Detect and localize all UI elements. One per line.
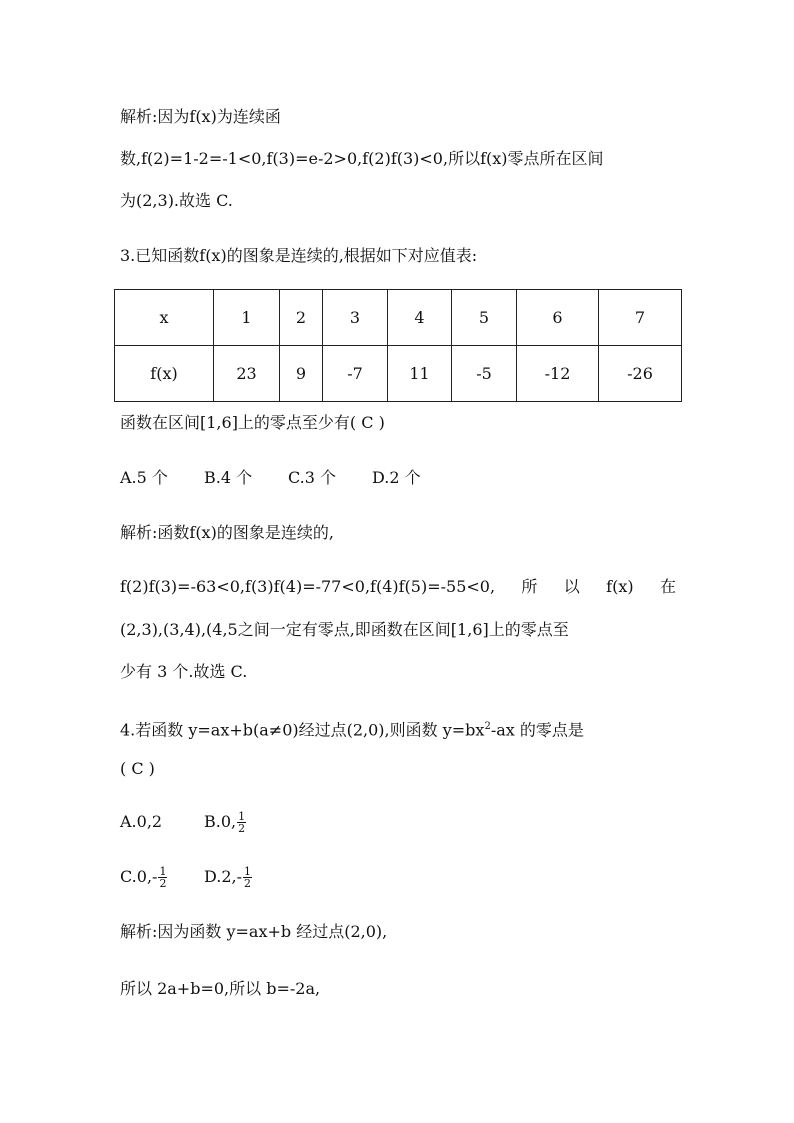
option-d: D.2 个 [372, 468, 421, 487]
option-b: B.4 个 [204, 468, 253, 487]
solution-4-line-1: 解析:因为函数 y=ax+b 经过点(2,0), [120, 922, 388, 941]
table-cell: -7 [323, 346, 388, 402]
table-cell: 4 [388, 290, 452, 346]
option-c: C.0,- [120, 867, 158, 886]
fraction [158, 866, 167, 889]
question-3-options [120, 466, 421, 490]
solution-3-line-4: 少有 3 个.故选 C. [120, 662, 248, 681]
solution-3-line-2 [120, 575, 676, 599]
fraction-numerator: 1 [159, 865, 167, 878]
table-row-x [115, 290, 682, 346]
superscript: 2 [484, 721, 491, 732]
solution-line-3: 为(2,3).故选 C. [120, 191, 233, 210]
text-segment: f(x) [606, 577, 634, 596]
text-segment: 所 [521, 577, 538, 596]
text-segment: -ax 的零点是 [490, 720, 584, 740]
table-cell: -12 [517, 346, 599, 402]
table-cell: f(x) [115, 346, 214, 402]
table-cell: 1 [214, 290, 280, 346]
solution-3-line-1: 解析:函数f(x)的图象是连续的, [120, 523, 334, 542]
solution-line-1: 解析:因为f(x)为连续函 [120, 107, 281, 126]
text-segment: f(2)f(3)=-63<0,f(3)f(4)=-77<0,f(4)f(5)=-55<0, [120, 577, 496, 596]
fraction-numerator: 1 [244, 865, 252, 878]
question-3-stem: 3.已知函数f(x)的图象是连续的,根据如下对应值表: [120, 246, 478, 265]
table-cell: 3 [323, 290, 388, 346]
fraction-denominator: 2 [238, 822, 246, 835]
fraction-numerator: 1 [238, 810, 246, 823]
solution-4-line-2: 所以 2a+b=0,所以 b=-2a, [120, 979, 321, 998]
table-cell: 11 [388, 346, 452, 402]
text-segment: 以 [563, 577, 580, 596]
question-3-ask: 函数在区间[1,6]上的零点至少有( C ) [120, 413, 385, 432]
text-segment: 4.若函数 y=ax+b(a≠0)经过点(2,0),则函数 y=bx [120, 720, 485, 740]
question-4-answer: ( C ) [120, 759, 155, 778]
table-cell: 7 [599, 290, 682, 346]
solution-line-2: 数,f(2)=1-2=-1<0,f(3)=e-2>0,f(2)f(3)<0,所以f(x)零点所在区间 [120, 149, 604, 168]
question-4-options-cd [120, 865, 253, 889]
solution-3-line-3: (2,3),(3,4),(4,5之间一定有零点,即函数在区间[1,6]上的零点至 [120, 620, 569, 639]
option-b: B.0, [204, 812, 237, 831]
table-cell: 2 [280, 290, 323, 346]
table-cell: 9 [280, 346, 323, 402]
fraction [237, 811, 246, 834]
value-table [114, 289, 682, 402]
table-cell: -5 [452, 346, 517, 402]
question-4-options-ab [120, 810, 247, 834]
table-cell: -26 [599, 346, 682, 402]
text-segment: 在 [659, 577, 676, 596]
table-cell: 23 [214, 346, 280, 402]
fraction-denominator: 2 [159, 877, 167, 890]
option-a: A.0,2 [120, 812, 163, 831]
option-c: C.3 个 [288, 468, 337, 487]
fraction-denominator: 2 [244, 877, 252, 890]
fraction [243, 866, 252, 889]
option-a: A.5 个 [120, 468, 168, 487]
table-cell: x [115, 290, 214, 346]
option-d: D.2,- [204, 867, 243, 886]
option-c-wrap [120, 865, 204, 889]
table-cell: 5 [452, 290, 517, 346]
table-cell: 6 [517, 290, 599, 346]
table-row-fx [115, 346, 682, 402]
question-4-stem [120, 715, 584, 742]
